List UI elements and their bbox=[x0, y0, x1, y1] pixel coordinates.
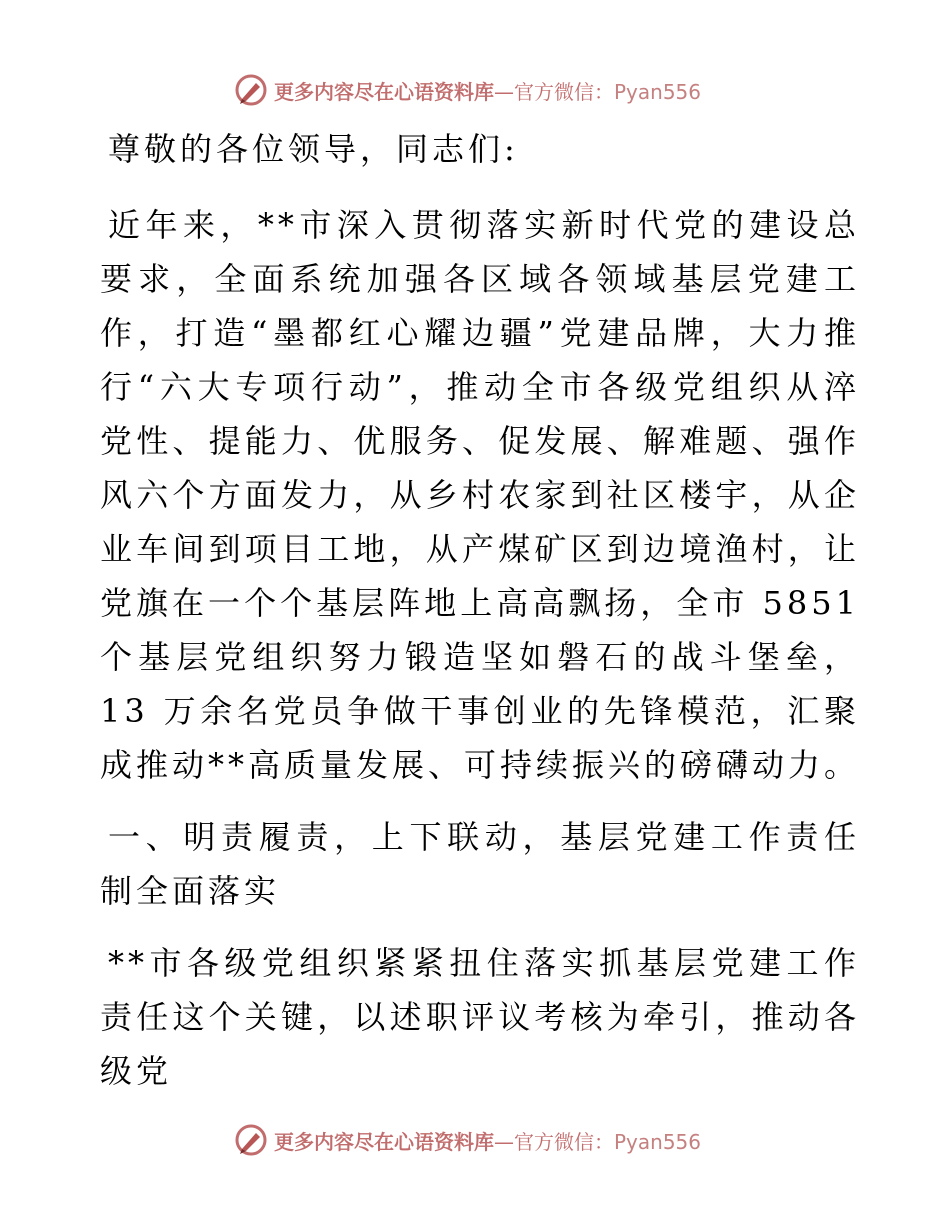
watermark-header bbox=[234, 70, 734, 110]
watermark-wechat-id: Pyan556 bbox=[614, 1129, 702, 1154]
watermark-main-text: 更多内容尽在心语资料库 bbox=[274, 1129, 494, 1154]
watermark-dash: — bbox=[494, 79, 514, 104]
paragraph-intro: 近年来，**市深入贯彻落实新时代党的建设总要求，全面系统加强各区域各领域基层党建工作，打造“墨都红心耀边疆”党建品牌，大力推行“六大专项行动”，推动全市各级党组织从淬党性、提能力、优服务、促发展、解难题、强作风六个方面发力，从乡村农家到社区楼宇，从企业车间到项目工地，从产煤矿区到边境渔村，让党旗在一个个基层阵地上高高飘扬，全市 5851 个基层党组织努力锻造坚如磐石的战斗堡垒，13 万余名党员争做干事创业的先锋模范，汇聚成推动**高质量发展、可持续振兴的磅礴动力。 bbox=[100, 206, 861, 784]
section-heading: 一、明责履责，上下联动，基层党建工作责任制全面落实 bbox=[100, 818, 860, 910]
watermark-dash: — bbox=[494, 1129, 514, 1154]
pen-logo-icon bbox=[234, 73, 268, 107]
watermark-footer bbox=[234, 1120, 734, 1160]
watermark-wechat-label: 官方微信： bbox=[514, 79, 614, 104]
watermark-wechat-id: Pyan556 bbox=[614, 79, 702, 104]
watermark-wechat-label: 官方微信： bbox=[514, 1129, 614, 1154]
paragraph-section-one: **市各级党组织紧紧扭住落实抓基层党建工作责任这个关键，以述职评议考核为牵引，推动各级党 bbox=[100, 944, 860, 1090]
watermark-main-text: 更多内容尽在心语资料库 bbox=[274, 79, 494, 104]
greeting: 尊敬的各位领导，同志们: bbox=[108, 130, 519, 168]
pen-logo-icon bbox=[234, 1123, 268, 1157]
document-body bbox=[100, 122, 860, 1098]
